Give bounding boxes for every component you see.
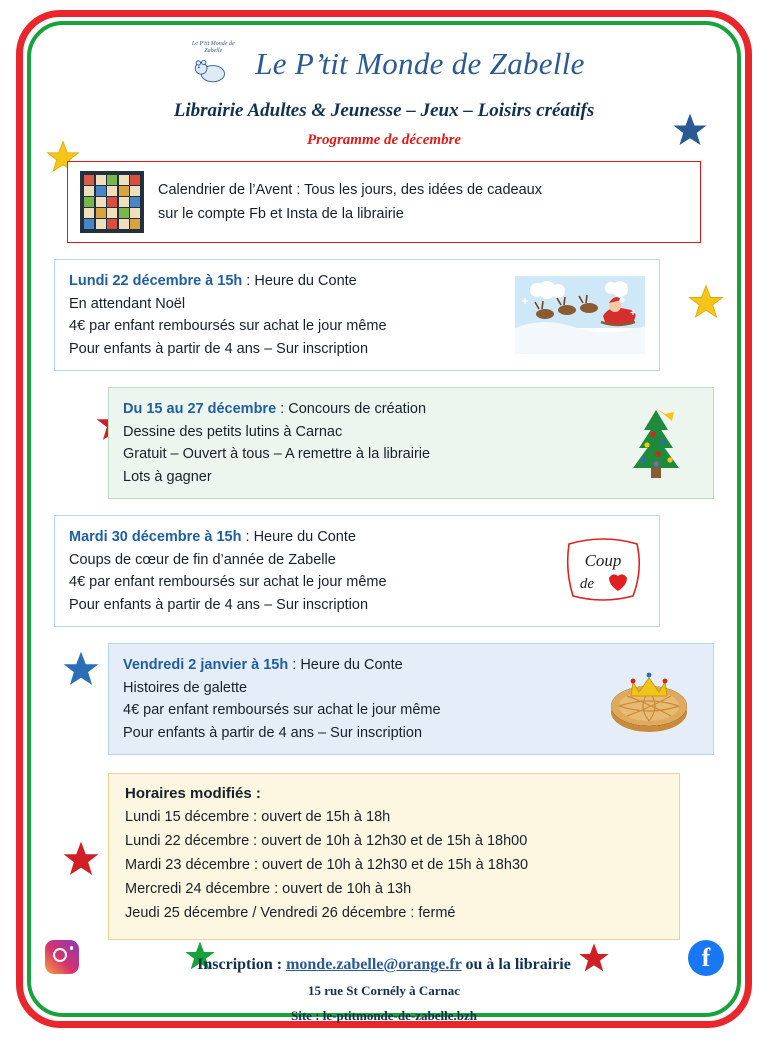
event-title: : Heure du Conte [242, 273, 357, 289]
header [40, 32, 728, 149]
shop-logo [183, 39, 241, 89]
event-headline [123, 654, 589, 677]
svg-text:Coup: Coup [584, 551, 622, 570]
event-line-4: Lots à gagner [123, 468, 212, 485]
hours-line: Jeudi 25 décembre / Vendredi 26 décembre : fermé [125, 905, 456, 921]
event-text [69, 270, 505, 360]
logo-row [40, 36, 728, 92]
advent-line-2: sur le compte Fb et Insta de la librairie [158, 206, 404, 222]
advent-calendar-icon [80, 171, 144, 233]
advent-calendar-text [158, 178, 688, 226]
page-title: Le P’tit Monde de Zabelle [255, 46, 585, 81]
event-line-3: 4€ par enfant remboursés sur achat le jour même [69, 318, 387, 334]
program-title: Programme de décembre [306, 132, 462, 148]
hours-line: Lundi 15 décembre : ouvert de 15h à 18h [125, 809, 391, 825]
event-line-3: 4€ par enfant remboursés sur achat le jour même [69, 574, 387, 590]
advent-line-1: Calendrier de l’Avent : Tous les jours, des idées de cadeaux [158, 182, 542, 198]
event-line-4: Pour enfants à partir de 4 ans – Sur inscription [123, 724, 423, 741]
event-date: Vendredi 2 janvier à 15h [123, 657, 289, 673]
flyer-content [40, 32, 728, 1023]
event-text [69, 526, 551, 616]
event-line-4: Pour enfants à partir de 4 ans – Sur inscription [69, 596, 369, 613]
svg-text:de: de [579, 576, 595, 592]
galette-des-rois-image [599, 660, 699, 738]
hours-title: Horaires modifiés : [125, 785, 261, 802]
hours-line: Mardi 23 décembre : ouvert de 10h à 12h30 et de 15h à 18h30 [125, 857, 529, 873]
event-card-heure-du-conte-22-dec [54, 259, 660, 371]
footer [40, 956, 728, 1024]
event-line-3: Gratuit – Ouvert à tous – A remettre à la librairie [123, 446, 431, 462]
hours-line: Mercredi 24 décembre : ouvert de 10h à 13h [125, 881, 412, 897]
inscription-suffix: ou à la librairie [461, 956, 571, 973]
event-title: : Concours de création [276, 401, 427, 417]
event-headline [69, 526, 551, 549]
instagram-icon[interactable] [45, 940, 79, 974]
event-line-2: Coups de cœur de fin d’année de Zabelle [69, 551, 336, 568]
bear-icon [193, 57, 229, 85]
shop-address: 15 rue St Cornély à Carnac [307, 983, 460, 998]
event-headline [69, 270, 505, 293]
modified-hours-box [108, 773, 680, 940]
event-card-heure-du-conte-2-janv [108, 643, 714, 755]
inscription-prefix: Inscription : [197, 956, 287, 973]
advent-calendar-box [67, 161, 701, 243]
event-line-4: Pour enfants à partir de 4 ans – Sur inscription [69, 340, 369, 357]
event-text [123, 654, 589, 744]
coup-de-coeur-badge [561, 532, 645, 610]
event-date: Du 15 au 27 décembre [123, 401, 277, 417]
santa-sleigh-reindeer-image [515, 276, 645, 354]
event-headline [123, 398, 603, 421]
event-date: Mardi 30 décembre à 15h [69, 529, 242, 545]
shop-website: Site : le-ptitmonde-de-zabelle.bzh [291, 1008, 477, 1023]
hours-line: Lundi 22 décembre : ouvert de 10h à 12h30 et de 15h à 18h00 [125, 833, 528, 849]
event-line-2: Dessine des petits lutins à Carnac [123, 423, 343, 440]
event-line-2: Histoires de galette [123, 679, 248, 696]
christmas-tree-image [613, 404, 699, 482]
event-line-2: En attendant Noël [69, 295, 186, 312]
facebook-icon[interactable]: f [688, 940, 724, 976]
event-date: Lundi 22 décembre à 15h [69, 273, 243, 289]
shop-subtitle: Librairie Adultes & Jeunesse – Jeux – Loisirs créatifs [173, 100, 595, 121]
event-card-heure-du-conte-30-dec [54, 515, 660, 627]
event-title: : Heure du Conte [241, 529, 356, 545]
contact-email-link[interactable]: monde.zabelle@orange.fr [286, 956, 462, 973]
event-card-concours-creation [108, 387, 714, 499]
event-text [123, 398, 603, 488]
event-title: : Heure du Conte [288, 657, 403, 673]
inscription-line [40, 956, 728, 974]
logo-badge-text: Le P'tit Monde de Zabelle [191, 41, 235, 54]
event-line-3: 4€ par enfant remboursés sur achat le jour même [123, 702, 441, 718]
